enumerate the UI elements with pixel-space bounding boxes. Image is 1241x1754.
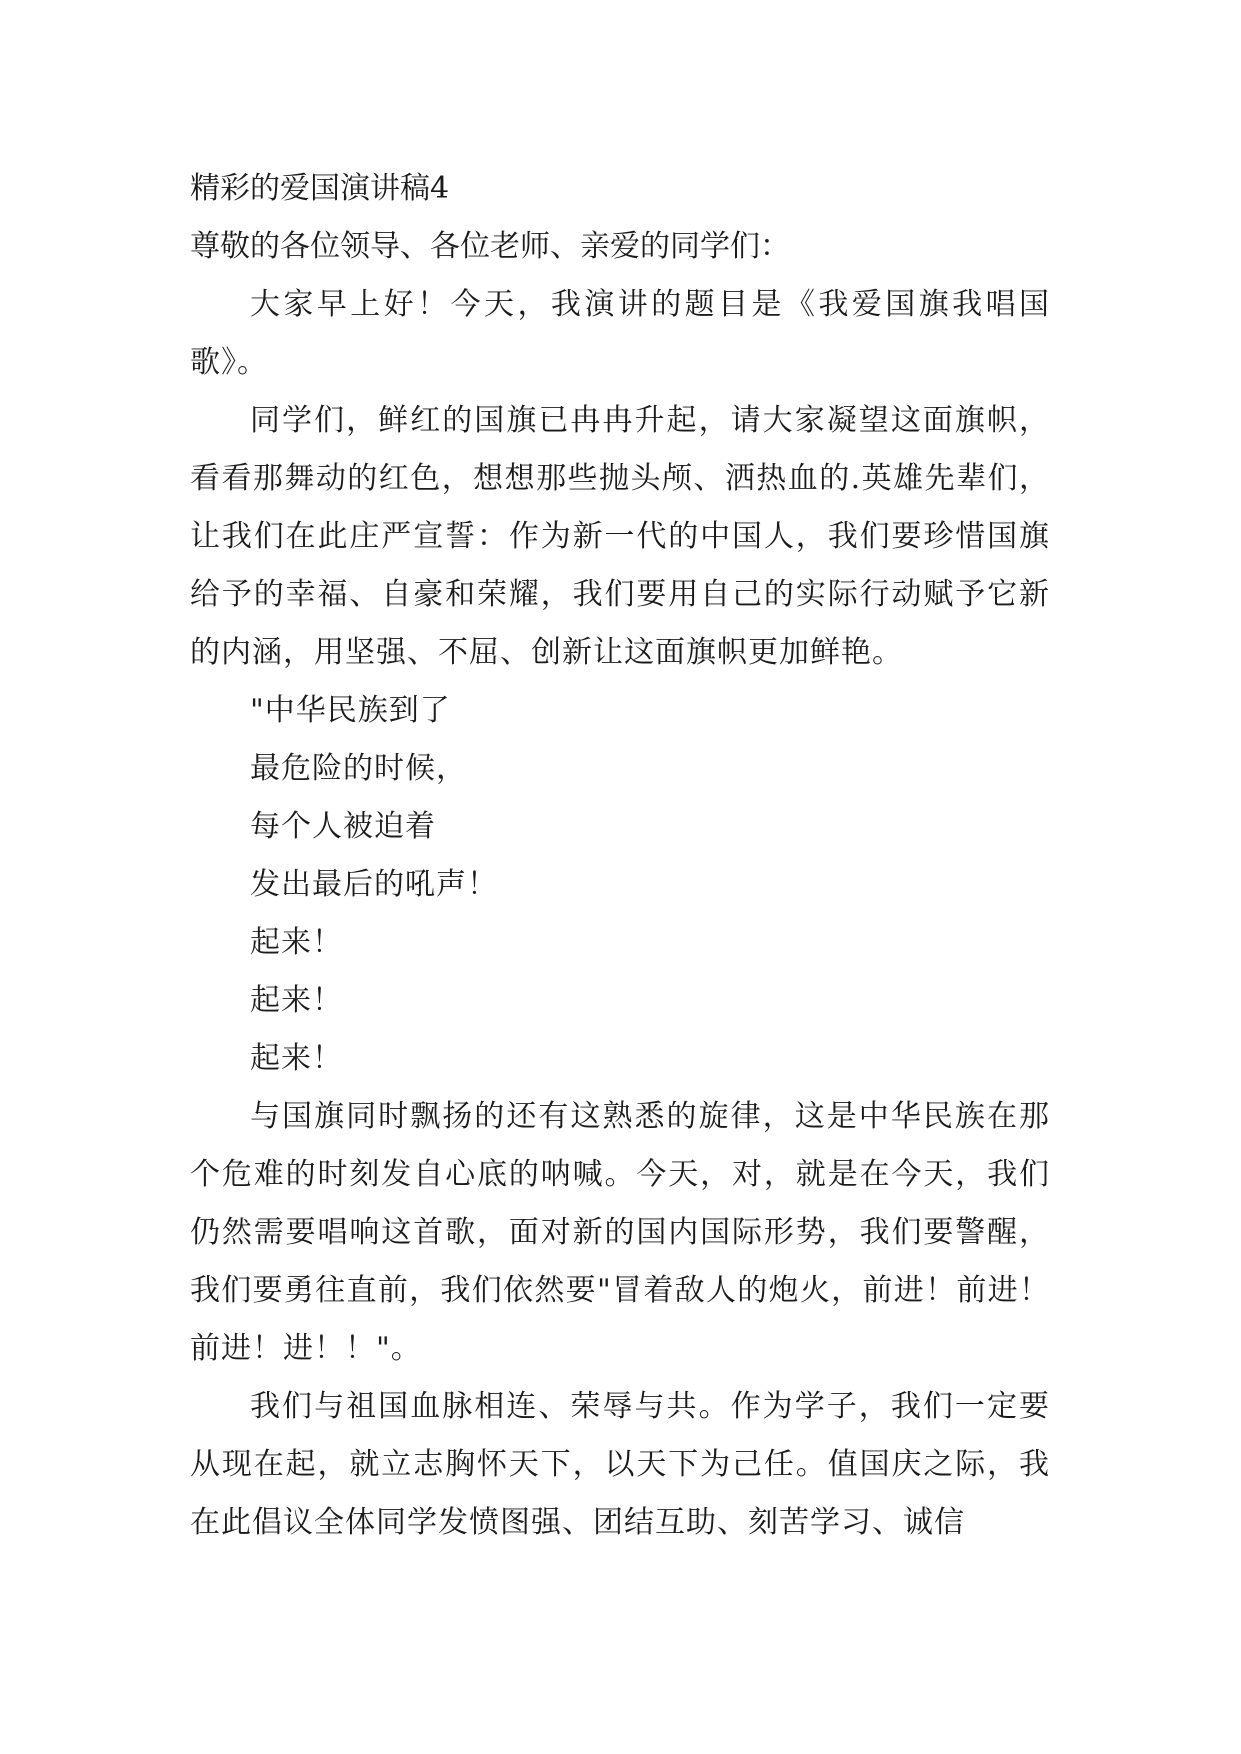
poem-line: 起来！ — [250, 925, 343, 960]
paragraph-greeting: 大家早上好！今天，我演讲的题目是《我爱国旗我唱国歌》。 — [190, 287, 1050, 380]
poem-line: 起来！ — [250, 1041, 343, 1076]
salutation: 尊敬的各位领导、各位老师、亲爱的同学们： — [190, 229, 790, 264]
poem-line: "中华民族到了 — [250, 693, 451, 728]
document-title: 精彩的爱国演讲稿4 — [190, 171, 450, 206]
paragraph-motherland: 我们与祖国血脉相连、荣辱与共。作为学子，我们一定要从现在起，就立志胸怀天下，以天下为己任。值国庆之际，我在此倡议全体同学发愤图强、团结互助、刻苦学习、诚信 — [190, 1389, 1050, 1540]
paragraph-flag: 同学们，鲜红的国旗已冉冉升起，请大家凝望这面旗帜，看看那舞动的红色，想想那些抛头颅、洒热血的.英雄先辈们，让我们在此庄严宣誓：作为新一代的中国人，我们要珍惜国旗给予的幸福、自豪和荣耀，我们要用自己的实际行动赋予它新的内涵，用坚强、不屈、创新让这面旗帜更加鲜艳。 — [190, 403, 1050, 670]
poem-line: 发出最后的吼声！ — [250, 867, 498, 902]
document-body — [190, 160, 1050, 1552]
poem-line: 起来！ — [250, 983, 343, 1018]
poem-line: 每个人被迫着 — [250, 809, 436, 844]
paragraph-anthem: 与国旗同时飘扬的还有这熟悉的旋律，这是中华民族在那个危难的时刻发自心底的呐喊。今天，对，就是在今天，我们仍然需要唱响这首歌，面对新的国内国际形势，我们要警醒，我们要勇往直前，我们依然要"冒着敌人的炮火，前进！前进！前进！进！！"。 — [190, 1099, 1050, 1366]
poem-line: 最危险的时候， — [250, 751, 467, 786]
